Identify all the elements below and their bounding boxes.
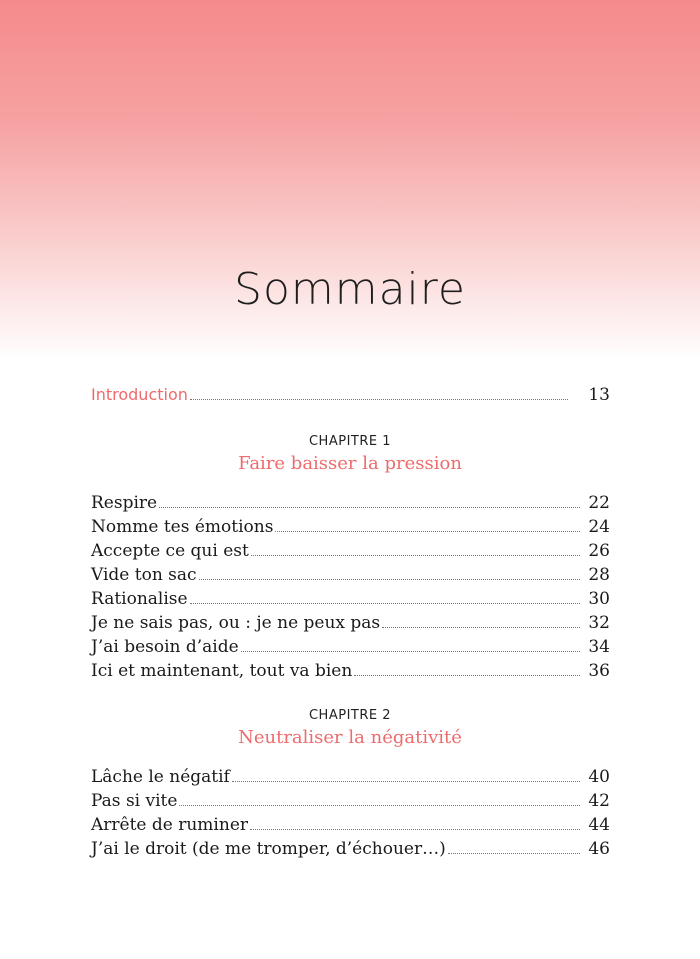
toc-entry-page: 22	[588, 493, 610, 513]
toc-entry[interactable]	[91, 490, 610, 514]
toc-entry-label: J’ai besoin d’aide	[91, 637, 239, 657]
toc-entry-introduction[interactable]	[91, 382, 610, 406]
dot-leader	[251, 538, 580, 556]
dot-leader	[354, 658, 580, 676]
toc-entry-label: J’ai le droit (de me tromper, d’échouer…)	[91, 839, 446, 859]
toc-entry[interactable]	[91, 812, 610, 836]
toc-entry-page: 26	[588, 541, 610, 561]
toc-entry-page: 13	[588, 385, 610, 405]
toc-entry[interactable]	[91, 836, 610, 860]
dot-leader	[275, 514, 580, 532]
toc-entry-label: Vide ton sac	[91, 565, 197, 585]
page-title: Sommaire	[234, 264, 466, 315]
toc-entry-label: Je ne sais pas, ou : je ne peux pas	[91, 613, 381, 633]
toc-entry-label: Pas si vite	[91, 791, 178, 811]
dot-leader	[159, 490, 580, 508]
toc-entry-label: Ici et maintenant, tout va bien	[91, 661, 353, 681]
toc-entry-page: 36	[588, 661, 610, 681]
toc-entry-page: 32	[588, 613, 610, 633]
dot-leader	[190, 586, 580, 604]
toc-entry[interactable]	[91, 634, 610, 658]
toc-entry-label: Introduction	[91, 385, 188, 404]
toc-entry-page: 34	[588, 637, 610, 657]
chapter-label: CHAPITRE 1	[308, 434, 391, 449]
toc-entry-page: 30	[588, 589, 610, 609]
toc-entry-page: 44	[588, 815, 610, 835]
toc-entry-label: Arrête de ruminer	[91, 815, 249, 835]
dot-leader	[199, 562, 580, 580]
toc-entry[interactable]	[91, 586, 610, 610]
dot-leader	[241, 634, 580, 652]
toc-entry[interactable]	[91, 658, 610, 682]
toc-entry-page: 40	[588, 767, 610, 787]
dot-leader	[382, 610, 580, 628]
dot-leader	[179, 788, 580, 806]
toc-entry-page: 42	[588, 791, 610, 811]
toc-entry-label: Lâche le négatif	[91, 767, 230, 787]
chapter-title[interactable]: Neutraliser la négativité	[238, 727, 462, 748]
toc-entry-page: 24	[588, 517, 610, 537]
chapter-title[interactable]: Faire baisser la pression	[238, 453, 462, 474]
toc-entry[interactable]	[91, 562, 610, 586]
toc-entry-label: Rationalise	[91, 589, 188, 609]
toc-entry-label: Accepte ce qui est	[91, 541, 249, 561]
dot-leader	[448, 836, 580, 854]
dot-leader	[232, 764, 580, 782]
dot-leader	[250, 812, 580, 830]
chapter-label: CHAPITRE 2	[308, 708, 391, 723]
toc-entry[interactable]	[91, 538, 610, 562]
toc-entry[interactable]	[91, 764, 610, 788]
toc-entry[interactable]	[91, 610, 610, 634]
toc-entry[interactable]	[91, 514, 610, 538]
dot-leader	[190, 382, 568, 400]
toc-entry-page: 46	[588, 839, 610, 859]
toc-entry-page: 28	[588, 565, 610, 585]
toc-entry[interactable]	[91, 788, 610, 812]
toc-entry-label: Respire	[91, 493, 158, 513]
toc-entry-label: Nomme tes émotions	[91, 517, 274, 537]
